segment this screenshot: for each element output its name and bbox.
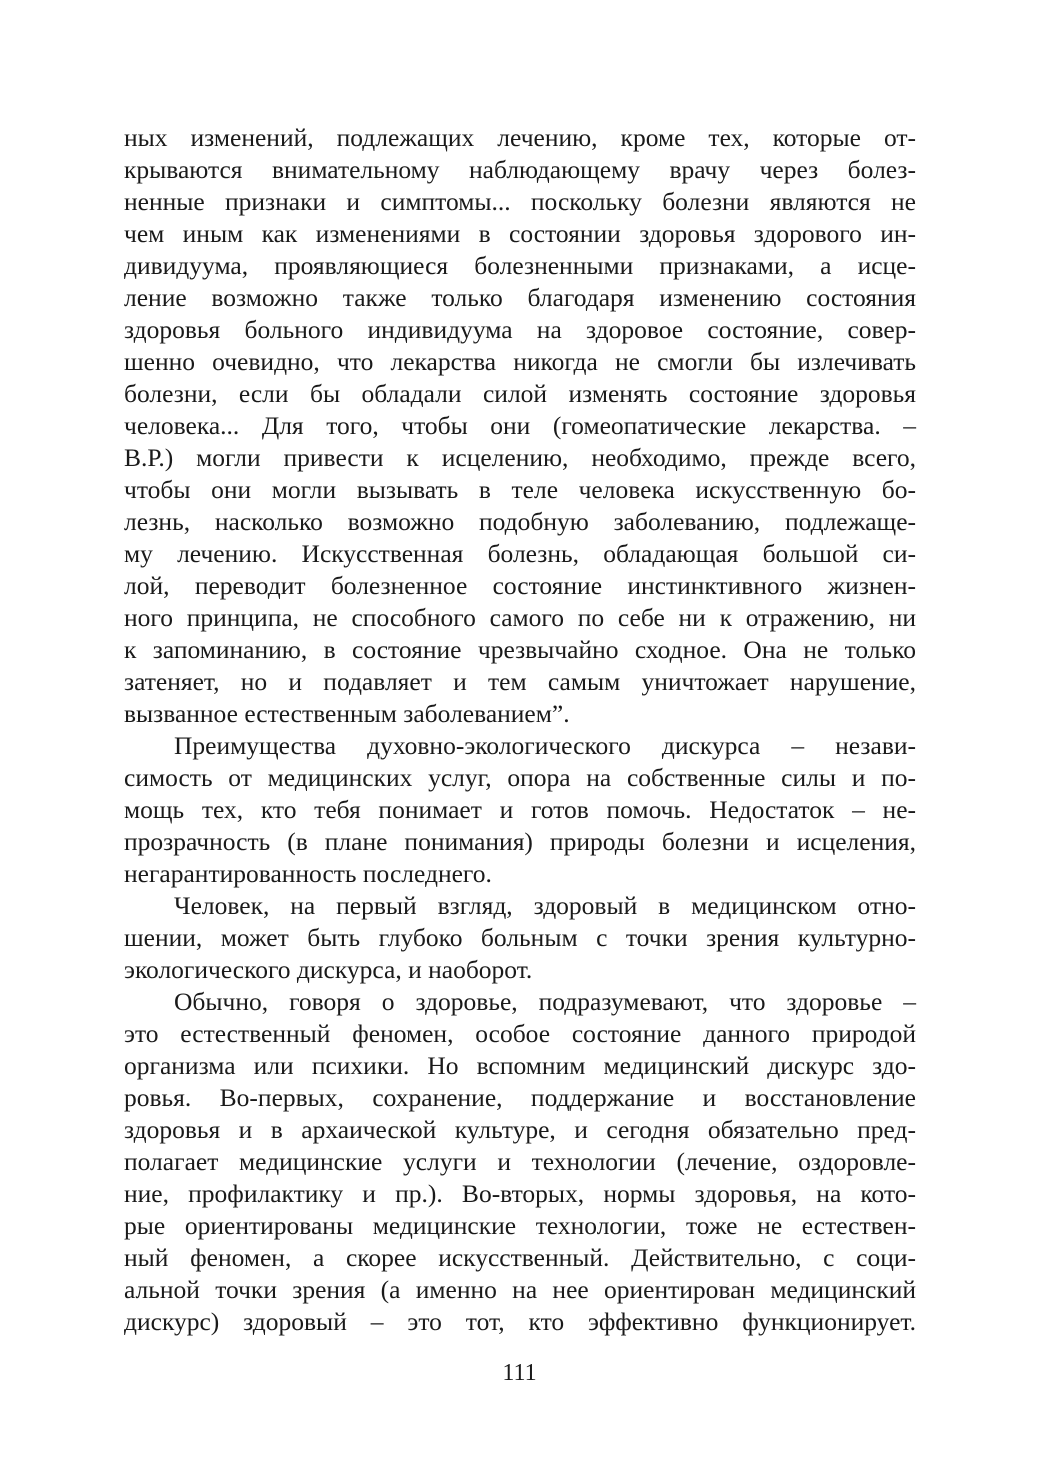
text-line: симость от медицинских услуг, опора на собственные силы и по- [124, 763, 916, 792]
text-line: прозрачность (в плане понимания) природы болезни и исцеления, [124, 827, 916, 856]
paragraph-3 [124, 890, 916, 986]
text-line: ление возможно также только благодаря изменению состояния [124, 283, 916, 312]
text-line: чтобы они могли вызывать в теле человека искусственную бо- [124, 475, 916, 504]
text-line: вызванное естественным заболеванием”. [124, 699, 570, 728]
text-line: ненные признаки и симптомы... поскольку болезни являются не [124, 187, 916, 216]
page-number: 111 [502, 1360, 537, 1386]
text-line: ние, профилактику и пр.). Во-вторых, нормы здоровья, на кото- [124, 1179, 916, 1208]
text-line: мощь тех, кто тебя понимает и готов помочь. Недостаток – не- [124, 795, 916, 824]
text-line: дискурс) здоровый – это тот, кто эффективно функционирует. [124, 1307, 916, 1336]
paragraph-4 [124, 986, 916, 1338]
text-line: чем иным как изменениями в состоянии здоровья здорового ин- [124, 219, 916, 248]
text-line: болезни, если бы обладали силой изменять состояние здоровья [124, 379, 916, 408]
text-line: полагает медицинские услуги и технологии (лечение, оздоровле- [124, 1147, 916, 1176]
text-line: альной точки зрения (а именно на нее ориентирован медицинский [124, 1275, 916, 1304]
text-line: Преимущества духовно-экологического дискурса – незави- [174, 731, 916, 760]
text-line: организма или психики. Но вспомним медицинский дискурс здо- [124, 1051, 916, 1080]
text-line: му лечению. Искусственная болезнь, обладающая большой си- [124, 539, 916, 568]
text-line: ного принципа, не способного самого по себе ни к отражению, ни [124, 603, 916, 632]
text-line: здоровья и в архаической культуре, и сегодня обязательно пред- [124, 1115, 916, 1144]
text-line: шенно очевидно, что лекарства никогда не смогли бы излечивать [124, 347, 916, 376]
text-line: В.Р.) могли привести к исцелению, необходимо, прежде всего, [124, 443, 916, 472]
paragraph-1 [124, 122, 916, 730]
text-line: крываются внимательному наблюдающему врачу через болез- [124, 155, 916, 184]
text-line: Обычно, говоря о здоровье, подразумевают, что здоровье – [174, 987, 916, 1016]
page-body [124, 122, 916, 1338]
text-line: человека... Для того, чтобы они (гомеопатические лекарства. – [124, 411, 916, 440]
text-line: здоровья больного индивидуума на здоровое состояние, совер- [124, 315, 916, 344]
paragraph-2 [124, 730, 916, 890]
text-line: к запоминанию, в состояние чрезвычайно сходное. Она не только [124, 635, 916, 664]
text-line: экологического дискурса, и наоборот. [124, 955, 533, 984]
text-line: затеняет, но и подавляет и тем самым уничтожает нарушение, [124, 667, 916, 696]
text-line: Человек, на первый взгляд, здоровый в медицинском отно- [174, 891, 916, 920]
text-line: рые ориентированы медицинские технологии, тоже не естествен- [124, 1211, 916, 1240]
text-line: лой, переводит болезненное состояние инстинктивного жизнен- [124, 571, 916, 600]
text-line: негарантированность последнего. [124, 859, 492, 888]
text-line: ный феномен, а скорее искусственный. Действительно, с соци- [124, 1243, 916, 1272]
text-line: дивидуума, проявляющиеся болезненными признаками, а исце- [124, 251, 916, 280]
text-line: шении, может быть глубоко больным с точки зрения культурно- [124, 923, 916, 952]
text-line: ровья. Во-первых, сохранение, поддержание и восстановление [124, 1083, 916, 1112]
text-line: ных изменений, подлежащих лечению, кроме тех, которые от- [124, 123, 916, 152]
text-line: это естественный феномен, особое состояние данного природой [124, 1019, 916, 1048]
text-line: лезнь, насколько возможно подобную заболеванию, подлежаще- [124, 507, 916, 536]
